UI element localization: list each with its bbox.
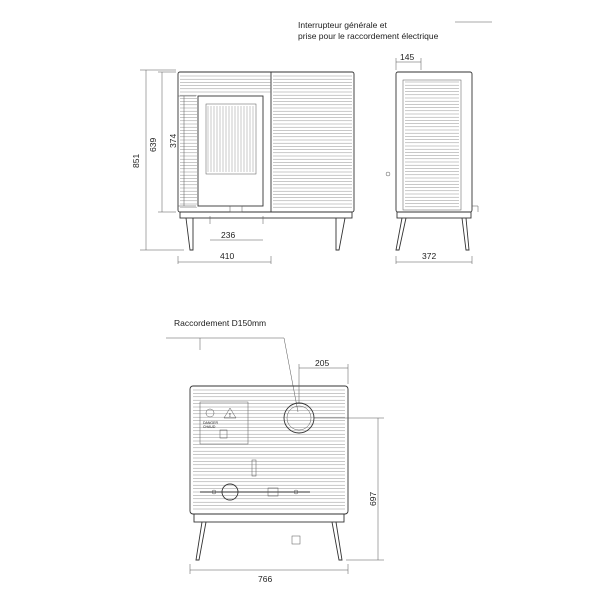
dim-236-label: 236 <box>221 230 236 240</box>
warning-exclamation: ! <box>229 413 231 419</box>
connection-leader-diagonal <box>284 338 298 412</box>
connection-callout <box>166 318 298 412</box>
warning-text-line1: DANGER <box>203 421 218 425</box>
flue-outlet <box>284 403 314 433</box>
side-slats <box>405 82 459 207</box>
connection-callout-label: Raccordement D150mm <box>174 318 267 328</box>
back-leg-right <box>332 522 342 560</box>
back-plinth <box>194 514 344 522</box>
dim-697-label: 697 <box>368 491 378 506</box>
front-leg-right <box>336 218 345 250</box>
flue-outlet-inner <box>287 406 311 430</box>
side-panel <box>403 80 461 210</box>
switch-callout-line1: Interrupteur générale et <box>298 20 387 30</box>
back-body <box>190 386 348 514</box>
back-dimensions <box>190 358 384 584</box>
side-plinth <box>397 212 471 218</box>
side-dimensions <box>396 52 472 264</box>
warning-text-line2: CHAUD <box>203 425 216 429</box>
front-view <box>178 72 354 250</box>
front-ash-tab <box>230 206 242 212</box>
side-switch-knob <box>386 172 390 176</box>
switch-callout <box>298 20 492 41</box>
back-leg-left <box>196 522 206 560</box>
front-leg-left <box>186 218 193 250</box>
side-view <box>386 72 478 250</box>
back-view <box>190 386 348 560</box>
side-leg-back <box>462 218 469 250</box>
side-back-bracket <box>472 206 478 212</box>
dim-851-label: 851 <box>131 153 141 168</box>
front-plinth <box>180 212 352 218</box>
dim-145-label: 145 <box>400 52 415 62</box>
dim-766-label: 766 <box>258 574 273 584</box>
front-glass <box>206 104 256 174</box>
door-glass-lines <box>208 106 253 172</box>
dim-205-label: 205 <box>315 358 330 368</box>
front-door-frame <box>198 96 263 206</box>
dim-639-label: 639 <box>148 137 158 152</box>
back-cable-fitting <box>292 536 300 544</box>
dim-374-label: 374 <box>168 133 178 148</box>
dim-372-label: 372 <box>422 251 437 261</box>
dim-410-label: 410 <box>220 251 235 261</box>
switch-callout-line2: prise pour le raccordement électrique <box>298 31 439 41</box>
side-leg-front <box>396 218 406 250</box>
